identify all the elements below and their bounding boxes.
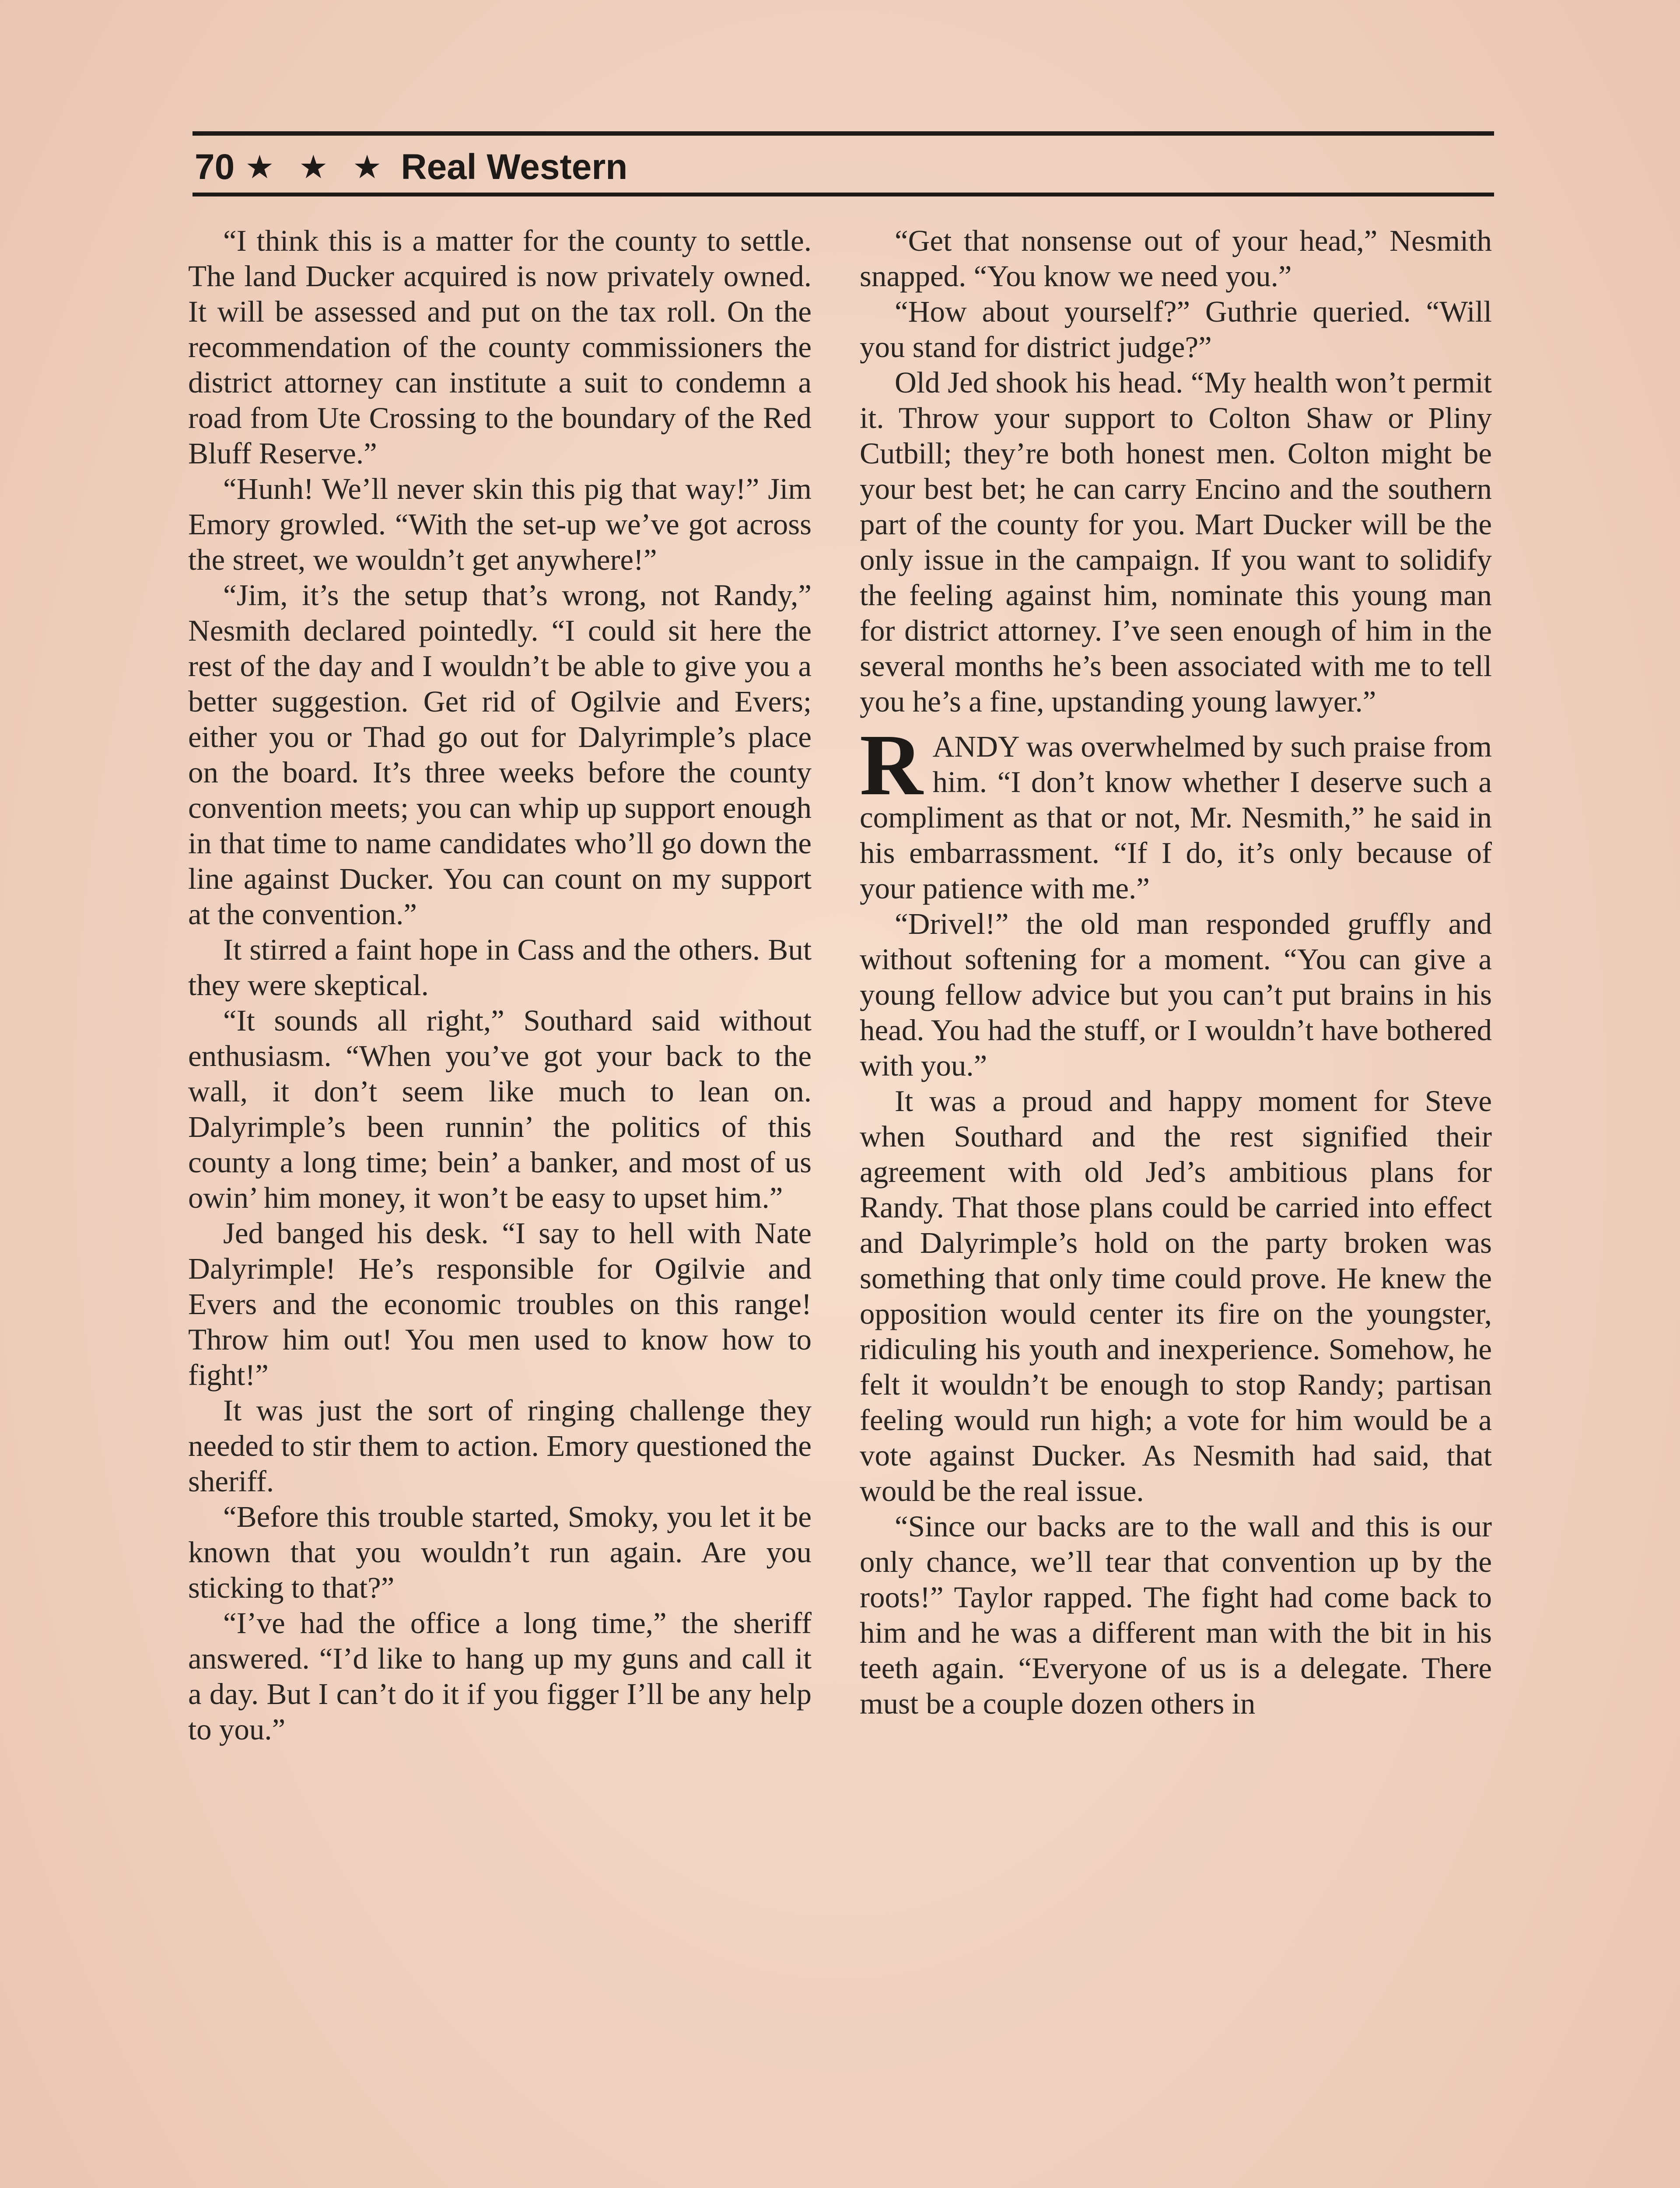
paragraph: “How about yourself?” Guthrie queried. “Will you stand for district judge?” — [860, 295, 1492, 364]
left-column — [188, 223, 812, 1747]
paragraph: “Before this trouble started, Smoky, you let it be known that you wouldn’t run again. Are you sticking to that?” — [188, 1500, 812, 1604]
paragraph: “I think this is a matter for the county to settle. The land Ducker acquired is now privately owned. It will be assessed and put on the tax roll. On the recommendation of the county commissioners the district attorney can institute a suit to condemn a road from Ute Crossing to the boundary of the Red Bluff Reserve.” — [188, 224, 812, 470]
page-number: 70 — [195, 147, 235, 187]
small-caps-word: ANDY — [932, 730, 1019, 763]
dropcap-paragraph-text: was overwhelmed by such praise from him. “I don’t know whether I deserve such a compliment as that or not, Mr. Nesmith,” he said in his embarrassment. “If I do, it’s only because of your patience with me.” — [860, 730, 1492, 905]
header-stars: ★ ★ ★ — [245, 149, 390, 185]
magazine-title: Real Western — [401, 147, 628, 187]
header-bottom-rule — [192, 193, 1494, 196]
paragraph: It was just the sort of ringing challenge they needed to stir them to action. Emory questioned the sheriff. — [188, 1394, 812, 1498]
paragraph: It stirred a faint hope in Cass and the others. But they were skeptical. — [188, 933, 812, 1002]
paragraph: “Drivel!” the old man responded gruffly and without softening for a moment. “You can give a young fellow advice but you can’t put brains in his head. You had the stuff, or I wouldn’t have bothered with you.” — [860, 907, 1492, 1082]
paragraph: Jed banged his desk. “I say to hell with Nate Dalyrimple! He’s responsible for Ogilvie and Evers and the economic troubles on this range! Throw him out! You men used to know how to fight!” — [188, 1217, 812, 1392]
dropcap-paragraph — [860, 717, 1492, 906]
paragraph: “Hunh! We’ll never skin this pig that way!” Jim Emory growled. “With the set-up we’ve got across the street, we wouldn’t get anywhere!” — [188, 472, 812, 576]
paragraph: “I’ve had the office a long time,” the sheriff answered. “I’d like to hang up my guns and call it a day. But I can’t do it if you figger I’ll be any help to you.” — [188, 1606, 812, 1746]
header-top-rule — [192, 131, 1494, 136]
running-header — [195, 145, 627, 189]
paragraph: Old Jed shook his head. “My health won’t permit it. Throw your support to Colton Shaw or Pliny Cutbill; they’re both honest men. Colton might be your best bet; he can carry Encino and the southern part of the county for you. Mart Ducker will be the only issue in the campaign. If you want to solidify the feeling against him, nominate this young man for district attorney. I’ve seen enough of him in the several months he’s been associated with me to tell you he’s a fine, upstanding young lawyer.” — [860, 366, 1492, 718]
paragraph: “It sounds all right,” Southard said without enthusiasm. “When you’ve got your back to the wall, it don’t seem like much to lean on. Dalyrimple’s been runnin’ the politics of this county a long time; bein’ a banker, and most of us owin’ him money, it won’t be easy to upset him.” — [188, 1004, 812, 1214]
paragraph: “Get that nonsense out of your head,” Nesmith snapped. “You know we need you.” — [860, 224, 1492, 293]
paragraph: “Since our backs are to the wall and this is our only chance, we’ll tear that convention up by the roots!” Taylor rapped. The fight had come back to him and he was a different man with the bit in his teeth again. “Everyone of us is a delegate. There must be a couple dozen others in — [860, 1510, 1492, 1720]
paragraph: “Jim, it’s the setup that’s wrong, not Randy,” Nesmith declared pointedly. “I could sit here the rest of the day and I wouldn’t be able to give you a better suggestion. Get rid of Ogilvie and Evers; either you or Thad go out for Dalyrimple’s place on the board. It’s three weeks before the county convention meets; you can whip up support enough in that time to name candidates who’ll go down the line against Ducker. You can count on my support at the convention.” — [188, 579, 812, 931]
paragraph: It was a proud and happy moment for Steve when Southard and the rest signified their agreement with old Jed’s ambitious plans for Randy. That those plans could be carried into effect and Dalyrimple’s hold on the party broken was something that only time could prove. He knew the opposition would center its fire on the youngster, ridiculing his youth and inexperience. Somehow, he felt it wouldn’t be enough to stop Randy; partisan feeling would run high; a vote for him would be a vote against Ducker. As Nesmith had said, that would be the real issue. — [860, 1084, 1492, 1508]
drop-cap-letter: R — [860, 717, 923, 813]
right-column — [860, 223, 1492, 1722]
